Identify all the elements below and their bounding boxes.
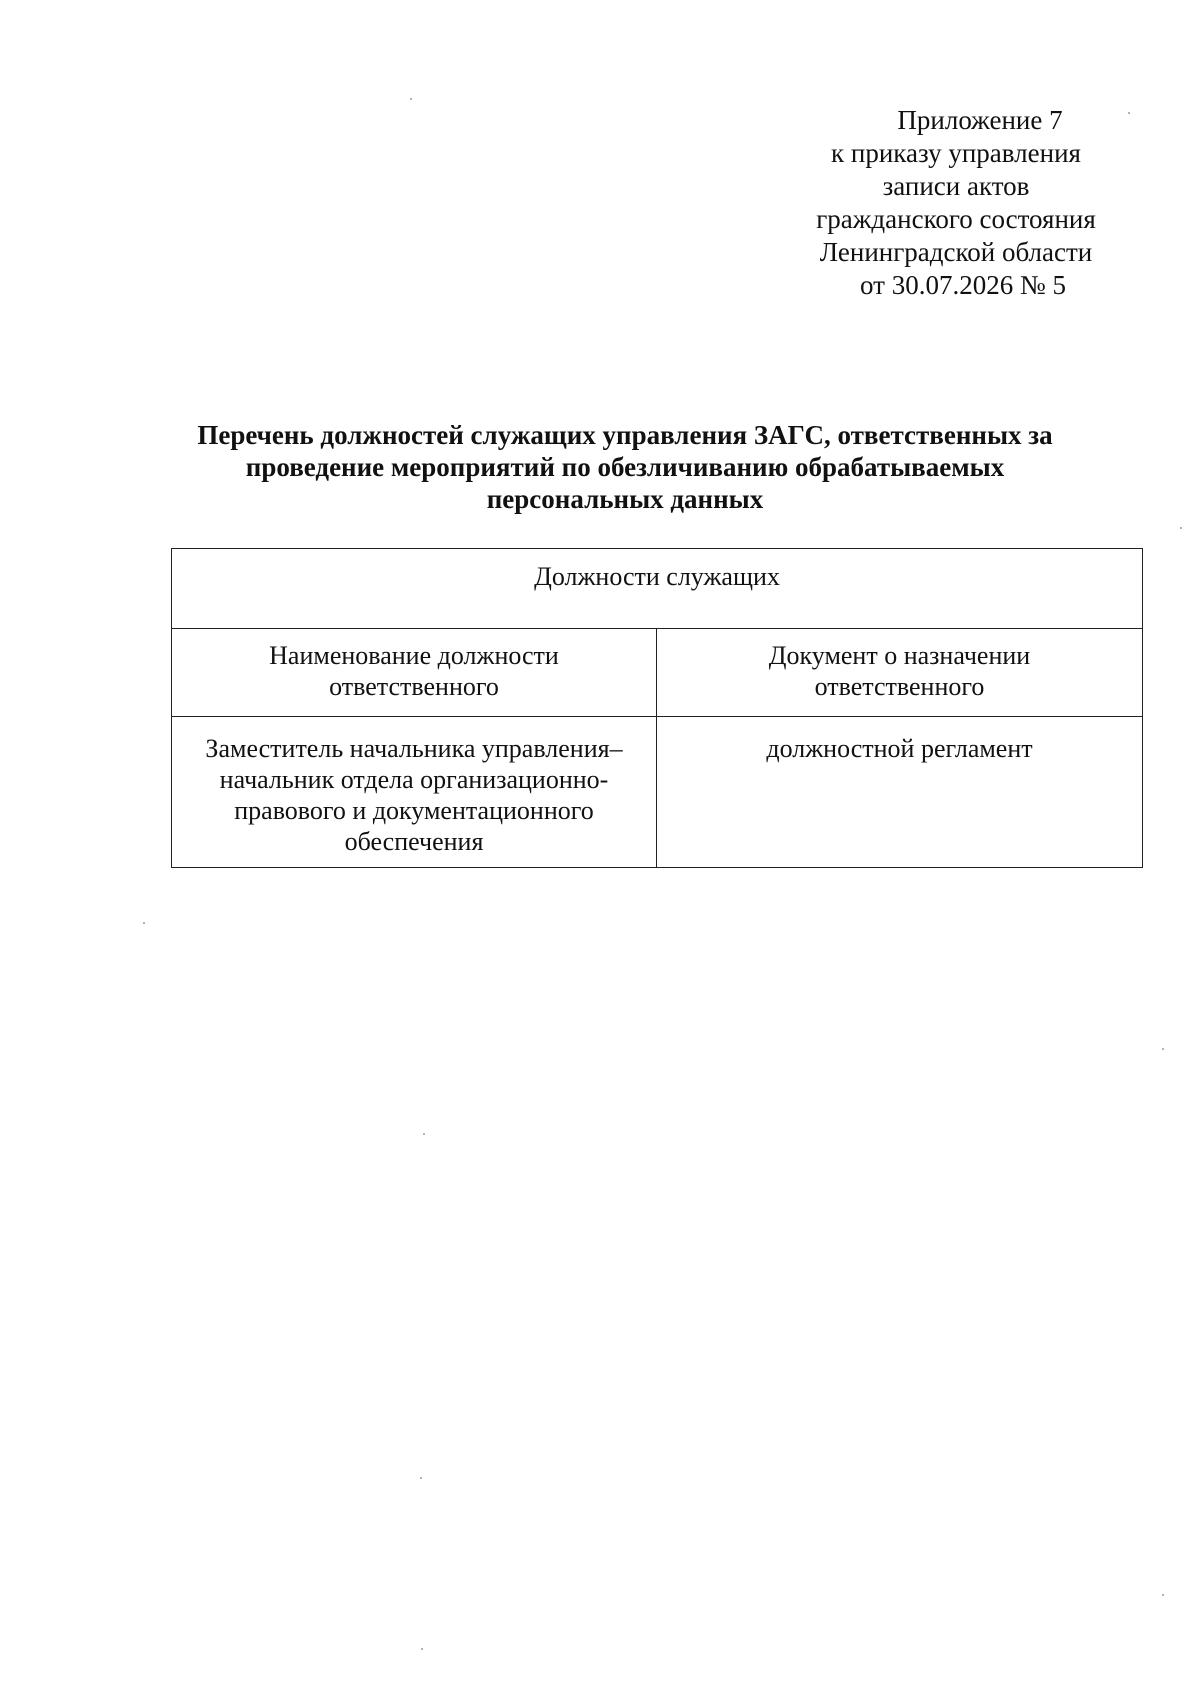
appendix-block <box>776 104 1136 302</box>
appendix-line: записи актов <box>882 171 1030 201</box>
document-line: должностной регламент <box>766 734 1033 763</box>
position-line: правового и документационного <box>234 796 594 825</box>
table-header-row <box>172 549 1142 628</box>
column-header-line: Наименование должности <box>269 641 559 670</box>
positions-table <box>171 548 1143 868</box>
column-header-line: ответственного <box>814 672 985 701</box>
appendix-line: Ленинградской области <box>819 237 1093 267</box>
scan-speck <box>1162 1594 1164 1596</box>
document-cell <box>657 717 1142 867</box>
table-column-headers <box>172 628 1142 716</box>
scan-speck <box>143 922 145 924</box>
table-row <box>172 716 1142 867</box>
appendix-line: к приказу управления <box>831 138 1081 168</box>
title-line: персональных данных <box>486 484 764 514</box>
title-line: Перечень должностей служащих управления ЗАГС, ответственных за <box>197 420 1053 450</box>
scan-speck <box>421 1648 423 1650</box>
scan-speck <box>410 98 412 100</box>
column-header-document <box>657 629 1142 716</box>
column-header-line: Документ о назначении <box>768 641 1031 670</box>
position-line: начальник отдела организационно- <box>219 765 609 794</box>
title-line: проведение мероприятий по обезличиванию обрабатываемых <box>245 452 1005 482</box>
scan-speck <box>423 1133 425 1135</box>
scan-speck <box>1180 527 1182 529</box>
column-header-line: ответственного <box>329 672 499 701</box>
scan-speck <box>1162 1048 1164 1050</box>
scan-speck <box>1128 112 1130 114</box>
document-title <box>150 419 1100 515</box>
appendix-line: от 30.07.2026 № 5 <box>860 270 1066 300</box>
scan-speck <box>420 1477 422 1479</box>
appendix-line: Приложение 7 <box>897 105 1063 135</box>
position-cell <box>172 717 657 867</box>
table-header: Должности служащих <box>534 562 780 591</box>
position-line: обеспечения <box>344 827 484 856</box>
position-line: Заместитель начальника управления– <box>205 734 623 763</box>
appendix-line: гражданского состояния <box>816 204 1096 234</box>
column-header-position <box>172 629 657 716</box>
